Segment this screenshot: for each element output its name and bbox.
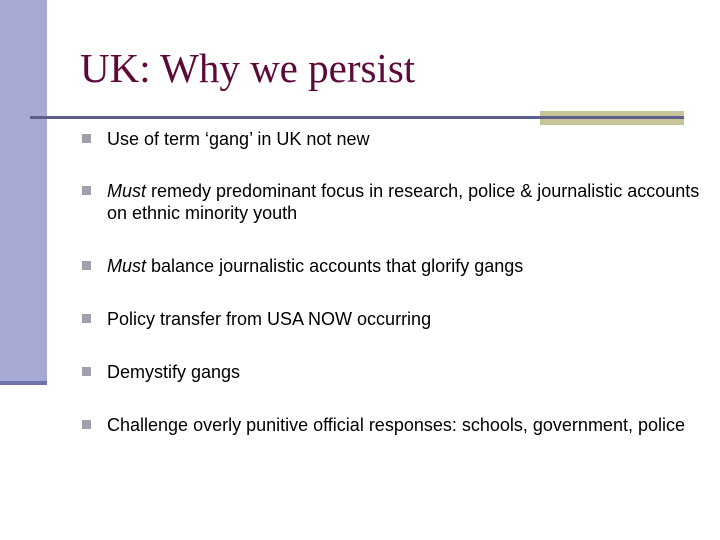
bullet-item — [80, 308, 700, 330]
bullet-item — [80, 414, 700, 436]
bullet-text: Policy transfer from USA NOW occurring — [107, 309, 432, 329]
bullet-emphasis: Must — [107, 181, 147, 201]
slide-title: UK: Why we persist — [80, 45, 416, 91]
square-bullet-icon — [82, 420, 91, 429]
square-bullet-icon — [82, 186, 91, 195]
bullet-list — [80, 128, 700, 436]
square-bullet-icon — [82, 261, 91, 270]
bullet-text: Demystify gangs — [107, 362, 241, 382]
square-bullet-icon — [82, 367, 91, 376]
bullet-text: remedy predominant focus in research, police & journalistic accounts on ethnic minority youth — [107, 181, 700, 223]
left-bar-bottom-edge — [0, 381, 47, 385]
bullet-text: Use of term ‘gang’ in UK not new — [107, 129, 370, 149]
bullet-text: Challenge overly punitive official responses: schools, government, police — [107, 415, 685, 435]
bullet-item — [80, 180, 700, 224]
title-rule-accent-line — [540, 116, 684, 119]
bullet-item — [80, 128, 700, 150]
bullet-item — [80, 255, 700, 277]
bullet-text: balance journalistic accounts that glorify gangs — [146, 256, 524, 276]
square-bullet-icon — [82, 314, 91, 323]
bullet-item — [80, 361, 700, 383]
left-decorative-bar — [0, 0, 47, 383]
square-bullet-icon — [82, 134, 91, 143]
bullet-emphasis: Must — [107, 256, 147, 276]
